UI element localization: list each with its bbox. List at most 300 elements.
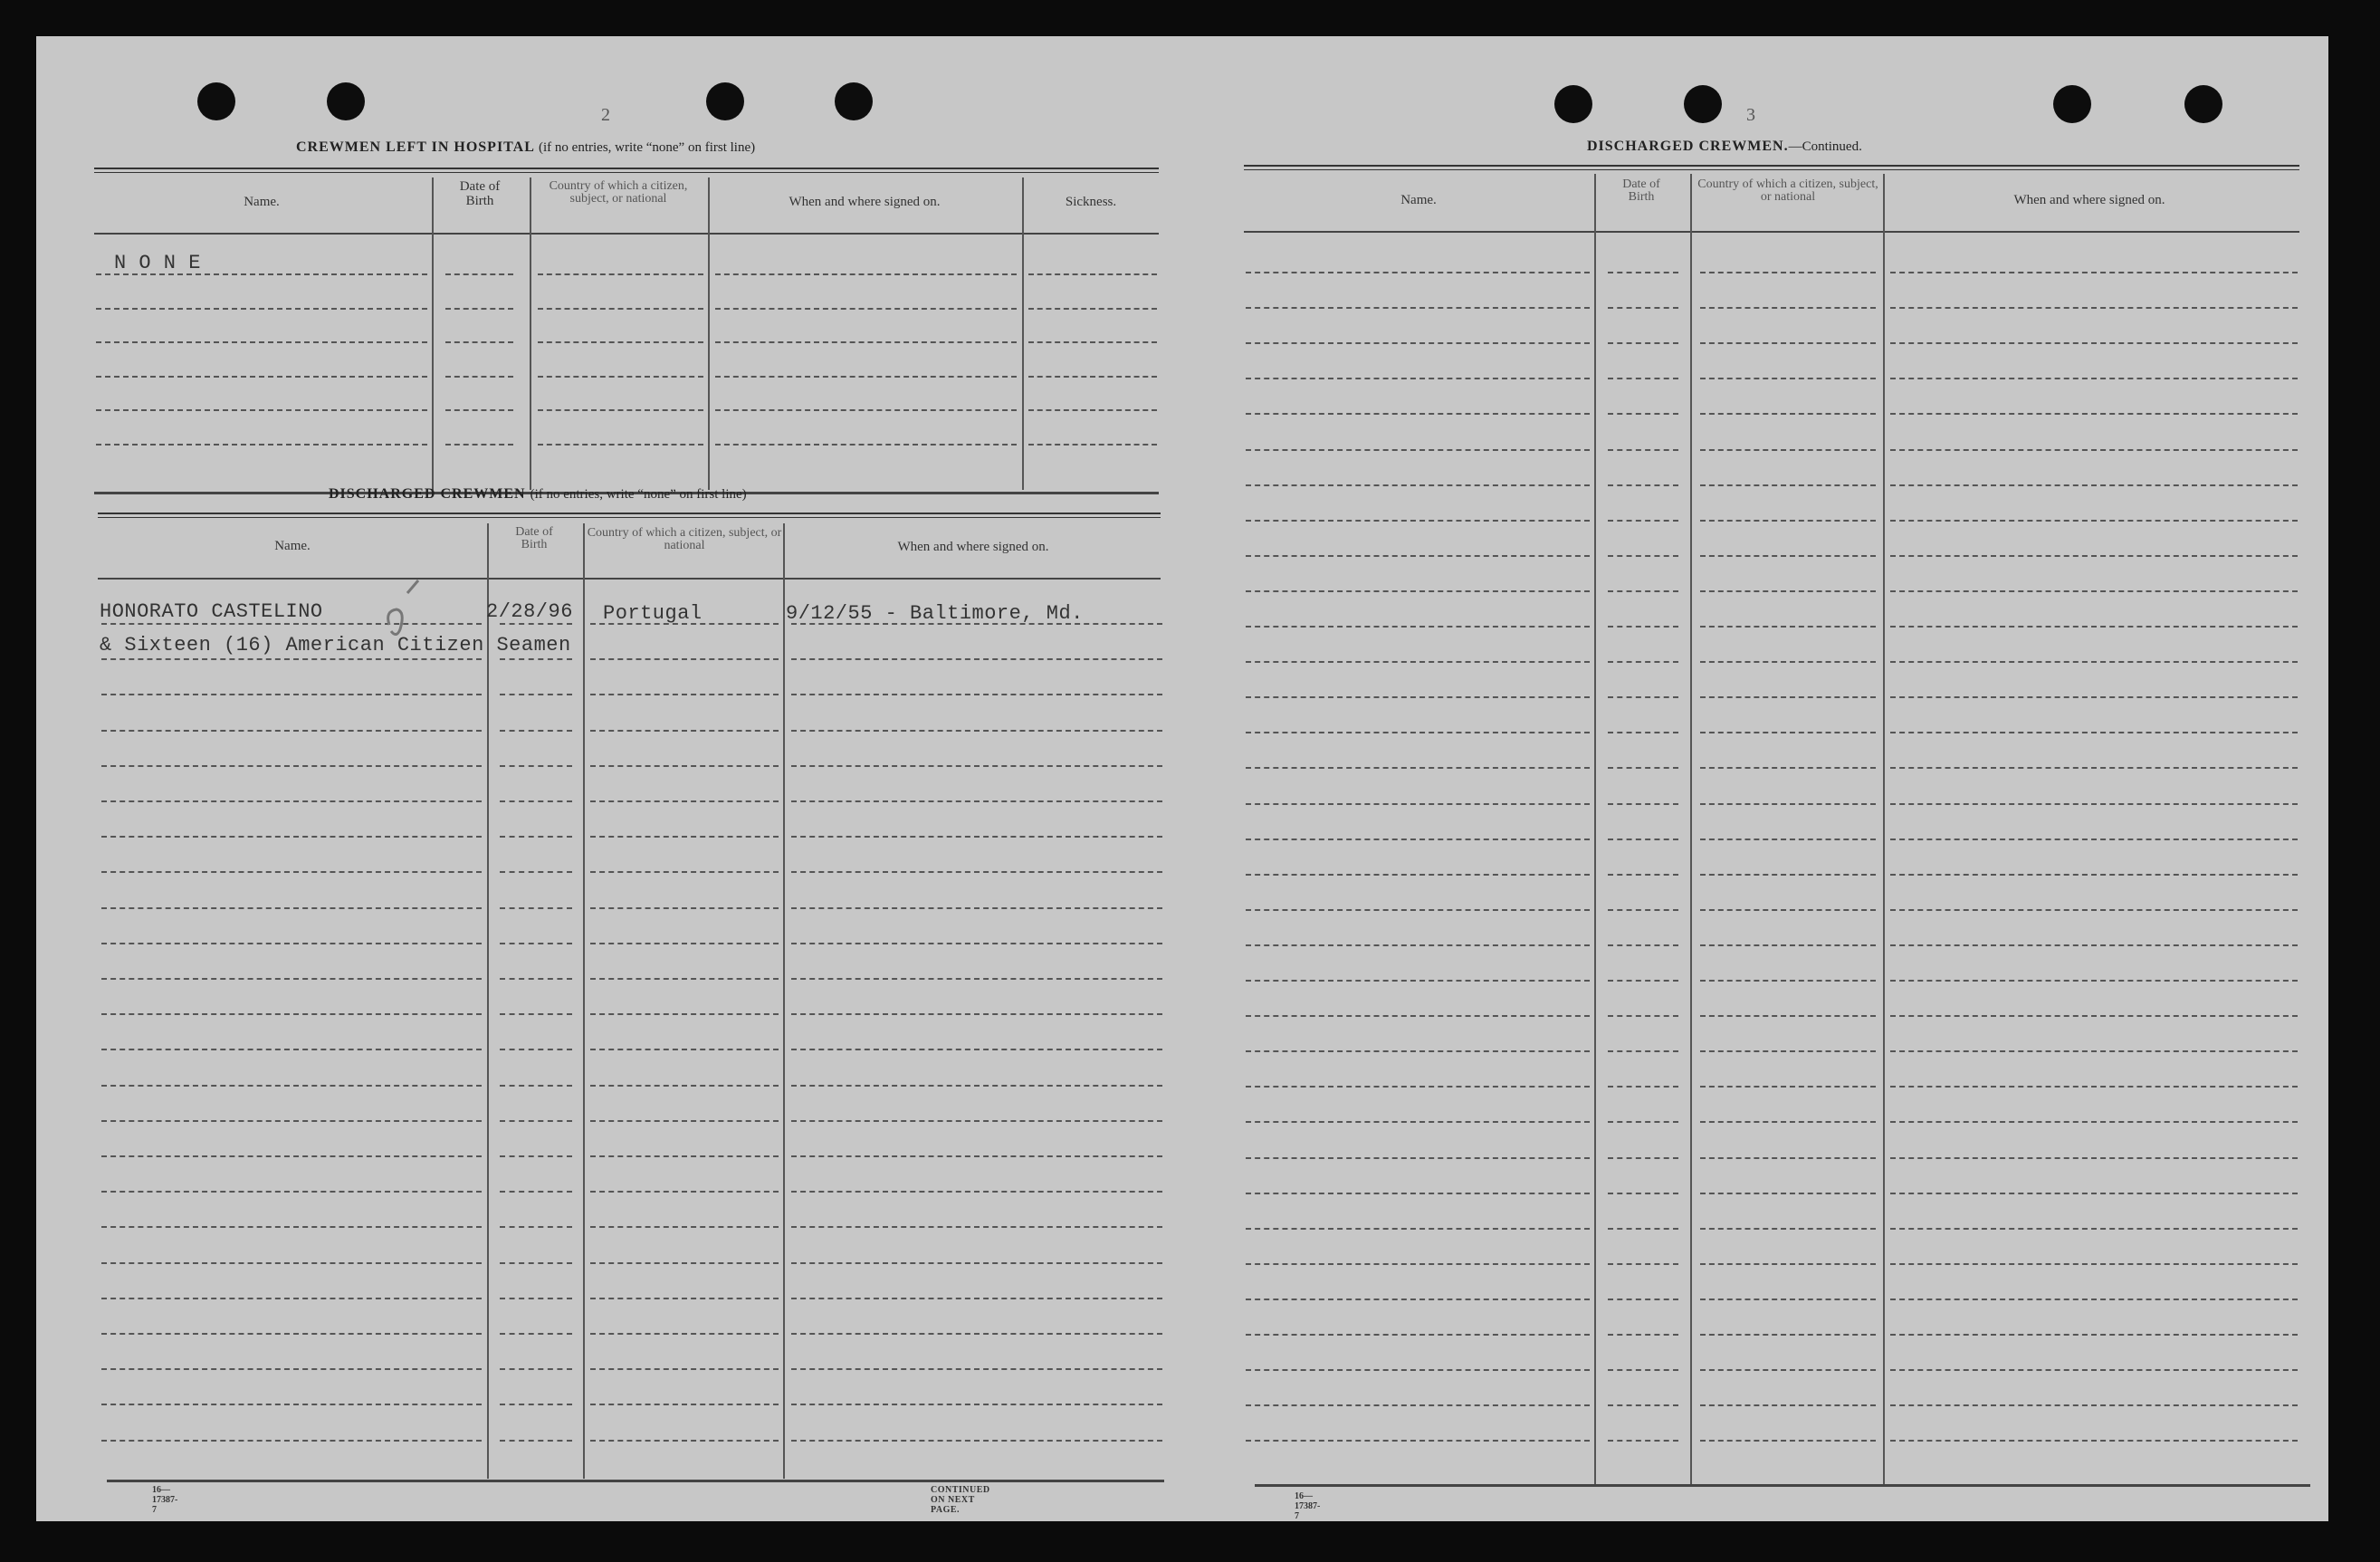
ruled-line [1608,1440,1678,1442]
ruled-line [1890,767,2298,769]
ruled-line [1608,378,1678,379]
ruled-line [1890,874,2298,876]
ruled-line [538,444,703,446]
ruled-line [791,1298,1162,1299]
ruled-line [1608,803,1678,805]
ruled-line [1700,1334,1876,1336]
ruled-line [1890,1193,2298,1194]
ruled-line [500,1298,572,1299]
ruled-line [715,273,1017,275]
ruled-line [1890,449,2298,451]
ruled-line [791,1049,1162,1050]
right-header-name: Name. [1400,193,1437,207]
discharged-bottom-rule [107,1480,1164,1482]
hospital-header-rule [94,233,1159,235]
ruled-line [101,1191,482,1193]
ruled-line [538,308,703,310]
ruled-line [1608,1015,1678,1017]
right-header-country: Country of which a citizen, subject, or national [1697,177,1878,204]
ruled-line [1246,484,1590,486]
ruled-line [1246,555,1590,557]
ruled-line [1890,1157,2298,1159]
discharged-top-rule [98,513,1161,518]
hospital-top-rule [94,168,1159,173]
ruled-line [590,836,779,838]
ruled-line [500,623,572,625]
ruled-line [1700,661,1876,663]
ruled-line [101,730,482,732]
ruled-line [500,1085,572,1087]
ruled-line [1246,1298,1590,1300]
ruled-line [715,409,1017,411]
ruled-line [101,1262,482,1264]
ruled-line [1700,413,1876,415]
ruled-line [590,1049,779,1050]
punch-hole [2053,85,2091,123]
ruled-line [1608,696,1678,698]
page-number: 2 [601,105,610,125]
ruled-line [1890,1369,2298,1371]
ruled-line [1700,1298,1876,1300]
ruled-line [445,409,513,411]
ruled-line [1246,272,1590,273]
ruled-line [1890,590,2298,592]
right-header-dob [1595,178,1687,204]
ruled-line [1700,944,1876,946]
column-divider [432,177,434,490]
ruled-line [1890,307,2298,309]
ruled-line [500,836,572,838]
ruled-line [590,1085,779,1087]
ruled-line [590,907,779,909]
ruled-line [1890,272,2298,273]
ruled-line [590,1440,779,1442]
column-divider [1690,174,1692,1485]
ruled-line [1246,378,1590,379]
ruled-line [1700,1263,1876,1265]
ruled-line [1890,520,2298,522]
ruled-line [590,1368,779,1370]
ruled-line [791,871,1162,873]
ruled-line [101,907,482,909]
ruled-line [500,943,572,944]
ruled-line [1700,909,1876,911]
ruled-line [1246,1193,1590,1194]
ruled-line [590,1404,779,1405]
punch-hole [1684,85,1722,123]
ruled-line [791,800,1162,802]
ruled-line [538,409,703,411]
right-header-rule [1244,231,2299,233]
ruled-line [101,694,482,695]
ruled-line [538,273,703,275]
column-divider [583,523,585,1479]
ruled-line [1246,1263,1590,1265]
right-subtitle-text: —Continued. [1788,139,1862,154]
ruled-line [500,730,572,732]
column-divider [1594,174,1596,1485]
right-header-signed: When and where signed on. [2013,193,2165,207]
ruled-line [1246,1228,1590,1230]
ruled-line [1890,661,2298,663]
ruled-line [101,1226,482,1228]
ruled-line [590,658,779,660]
ruled-line [101,1049,482,1050]
ruled-line [500,1440,572,1442]
ruled-line [101,871,482,873]
ruled-line [1700,378,1876,379]
discharged-header-dob [489,526,579,551]
ruled-line [500,1191,572,1193]
ruled-line [500,1013,572,1015]
ruled-line [1028,444,1157,446]
ruled-line [101,1298,482,1299]
ruled-line [500,871,572,873]
ruled-line [791,1191,1162,1193]
ruled-line [590,1262,779,1264]
ruled-line [538,376,703,378]
hospital-section-title [296,139,755,156]
crew-country: Portugal [603,602,703,625]
ruled-line [1700,767,1876,769]
ruled-line [96,409,427,411]
ruled-line [101,1155,482,1157]
ruled-line [1028,273,1157,275]
ruled-line [1700,732,1876,733]
ruled-line [1608,838,1678,840]
ruled-line [1890,626,2298,628]
hospital-header-sickness: Sickness. [1065,195,1117,209]
ruled-line [1028,409,1157,411]
ruled-line [1700,1404,1876,1406]
ruled-line [791,1085,1162,1087]
ruled-line [445,376,513,378]
ruled-line [1246,838,1590,840]
ruled-line [1246,413,1590,415]
ruled-line [715,444,1017,446]
ruled-line [1608,449,1678,451]
ruled-line [1700,342,1876,344]
ruled-line [1246,1050,1590,1052]
ruled-line [1608,484,1678,486]
column-divider [1883,174,1885,1485]
ruled-line [1246,1334,1590,1336]
ruled-line [1246,1086,1590,1088]
ruled-line [101,1404,482,1405]
discharged-header-rule [98,578,1161,580]
ruled-line [590,765,779,767]
ruled-line [1700,1440,1876,1442]
ruled-line [1028,376,1157,378]
ruled-line [1246,626,1590,628]
ruled-line [1608,520,1678,522]
ruled-line [1608,1086,1678,1088]
ruled-line [715,376,1017,378]
discharged-section-title [329,486,747,503]
ruled-line [1890,803,2298,805]
handwritten-mark [380,575,435,656]
ruled-line [1890,1015,2298,1017]
ruled-line [791,765,1162,767]
ruled-line [1700,696,1876,698]
ruled-line [500,1120,572,1122]
form-code: 16—17387-7 [1295,1491,1321,1521]
ruled-line [1246,767,1590,769]
ruled-line [500,800,572,802]
ruled-line [1890,484,2298,486]
ruled-line [1608,944,1678,946]
ruled-line [715,341,1017,343]
ruled-line [791,658,1162,660]
continued-note: CONTINUED ON NEXT PAGE. [931,1485,990,1515]
ruled-line [1700,803,1876,805]
ruled-line [101,1368,482,1370]
ruled-line [1246,1015,1590,1017]
ruled-line [500,1262,572,1264]
ruled-line [96,376,427,378]
ruled-line [1246,1440,1590,1442]
ruled-line [101,1013,482,1015]
ruled-line [1608,1050,1678,1052]
column-divider [530,177,531,490]
punch-hole [327,82,365,120]
ruled-line [791,1226,1162,1228]
ruled-line [1608,272,1678,273]
right-title-text: DISCHARGED CREWMEN. [1587,139,1789,154]
ruled-line [96,308,427,310]
ruled-line [1608,732,1678,733]
ruled-line [1890,1404,2298,1406]
ruled-line [1890,980,2298,982]
ruled-line [445,341,513,343]
crew-signed: 9/12/55 - Baltimore, Md. [786,602,1084,625]
ruled-line [1608,1263,1678,1265]
ruled-line [1608,1121,1678,1123]
ruled-line [791,943,1162,944]
ruled-line [1608,1334,1678,1336]
page-number: 3 [1746,105,1755,125]
right-bottom-rule [1255,1484,2310,1487]
ruled-line [791,1120,1162,1122]
ruled-line [1608,555,1678,557]
ruled-line [101,658,482,660]
ruled-line [1890,413,2298,415]
hospital-title-text: CREWMEN LEFT IN HOSPITAL [296,139,535,155]
ruled-line [101,836,482,838]
ruled-line [1700,874,1876,876]
ruled-line [500,1333,572,1335]
ruled-line [1608,1298,1678,1300]
ruled-line [1890,838,2298,840]
ruled-line [791,694,1162,695]
ruled-line [1890,378,2298,379]
discharged-title-text: DISCHARGED CREWMEN [329,486,526,502]
ruled-line [590,871,779,873]
ruled-line [1246,449,1590,451]
document-sheet [36,36,2328,1521]
hospital-header-country: Country of which a citizen, subject, or national [549,179,688,206]
ruled-line [1890,1298,2298,1300]
ruled-line [1890,944,2298,946]
ruled-line [791,907,1162,909]
discharged-header-country: Country of which a citizen, subject, or national [587,526,782,552]
ruled-line [101,1333,482,1335]
column-divider [783,523,785,1479]
ruled-line [1890,1121,2298,1123]
ruled-line [1246,661,1590,663]
column-divider [708,177,710,490]
right-dob-label: Date of Birth [1622,177,1660,204]
ruled-line [1246,342,1590,344]
ruled-line [715,308,1017,310]
ruled-line [1700,520,1876,522]
ruled-line [500,978,572,980]
right-top-rule [1244,165,2299,170]
ruled-line [1608,342,1678,344]
ruled-line [590,800,779,802]
ruled-line [590,1298,779,1299]
ruled-line [791,1262,1162,1264]
ruled-line [1700,1086,1876,1088]
ruled-line [1700,484,1876,486]
ruled-line [1608,661,1678,663]
ruled-line [101,943,482,944]
ruled-line [590,1013,779,1015]
ruled-line [1890,696,2298,698]
ruled-line [1246,909,1590,911]
ruled-line [1246,1404,1590,1406]
ruled-line [1700,1193,1876,1194]
ruled-line [791,1404,1162,1405]
discharged-header-name: Name. [274,539,311,553]
hospital-header-name: Name. [244,195,280,209]
crew-name: HONORATO CASTELINO [100,600,323,623]
ruled-line [1890,555,2298,557]
ruled-line [101,1120,482,1122]
ruled-line [500,694,572,695]
ruled-line [445,308,513,310]
ruled-line [590,1191,779,1193]
ruled-line [1700,1157,1876,1159]
ruled-line [590,943,779,944]
hospital-dob-label: Date of Birth [459,179,501,208]
ruled-line [1890,1228,2298,1230]
ruled-line [1608,307,1678,309]
ruled-line [1700,307,1876,309]
ruled-line [1700,1015,1876,1017]
ruled-line [1608,767,1678,769]
hospital-entry: N O N E [114,252,201,274]
ruled-line [1608,874,1678,876]
ruled-line [1700,1121,1876,1123]
punch-hole [706,82,744,120]
discharged-dob-label: Date of Birth [515,525,553,551]
ruled-line [1700,590,1876,592]
ruled-line [1608,590,1678,592]
ruled-line [1700,838,1876,840]
ruled-line [1890,1440,2298,1442]
ruled-line [1890,342,2298,344]
ruled-line [791,1155,1162,1157]
ruled-line [96,341,427,343]
ruled-line [1700,272,1876,273]
ruled-line [1608,626,1678,628]
ruled-line [1608,1404,1678,1406]
ruled-line [1700,449,1876,451]
hospital-header-signed: When and where signed on. [789,195,941,209]
ruled-line [791,978,1162,980]
ruled-line [791,1368,1162,1370]
ruled-line [1246,520,1590,522]
discharged-subtitle-text: (if no entries, write “none” on first line) [530,487,747,502]
ruled-line [1246,696,1590,698]
hospital-subtitle-text: (if no entries, write “none” on first line) [539,140,756,155]
ruled-line [500,1155,572,1157]
ruled-line [101,1440,482,1442]
punch-hole [1554,85,1592,123]
ruled-line [1246,944,1590,946]
ruled-line [101,800,482,802]
ruled-line [791,730,1162,732]
punch-hole [197,82,235,120]
crew-dob: 2/28/96 [486,600,573,623]
right-section-title [1587,139,1862,155]
ruled-line [1700,1228,1876,1230]
ruled-line [1700,1050,1876,1052]
ruled-line [590,1226,779,1228]
ruled-line [101,978,482,980]
ruled-line [96,444,427,446]
ruled-line [500,1404,572,1405]
ruled-line [1890,1050,2298,1052]
ruled-line [1608,1193,1678,1194]
crew-name: & Sixteen (16) American Citizen Seamen [100,634,571,656]
hospital-header-dob [435,179,525,208]
ruled-line [500,907,572,909]
ruled-line [590,694,779,695]
ruled-line [500,765,572,767]
ruled-line [1608,1157,1678,1159]
ruled-line [445,444,513,446]
ruled-line [1700,980,1876,982]
ruled-line [1890,909,2298,911]
ruled-line [791,836,1162,838]
ruled-line [1890,1334,2298,1336]
ruled-line [101,1085,482,1087]
ruled-line [1608,909,1678,911]
ruled-line [590,1120,779,1122]
form-code: 16—17387-7 [152,1485,178,1515]
ruled-line [445,273,513,275]
ruled-line [1028,341,1157,343]
discharged-header-signed: When and where signed on. [897,540,1049,554]
punch-hole [2184,85,2222,123]
ruled-line [1890,732,2298,733]
ruled-line [1028,308,1157,310]
ruled-line [1246,590,1590,592]
ruled-line [590,1333,779,1335]
ruled-line [1890,1086,2298,1088]
ruled-line [1246,980,1590,982]
ruled-line [1246,1157,1590,1159]
ruled-line [538,341,703,343]
ruled-line [1700,1369,1876,1371]
ruled-line [1246,307,1590,309]
ruled-line [500,658,572,660]
ruled-line [500,1226,572,1228]
ruled-line [791,1013,1162,1015]
ruled-line [1608,1369,1678,1371]
